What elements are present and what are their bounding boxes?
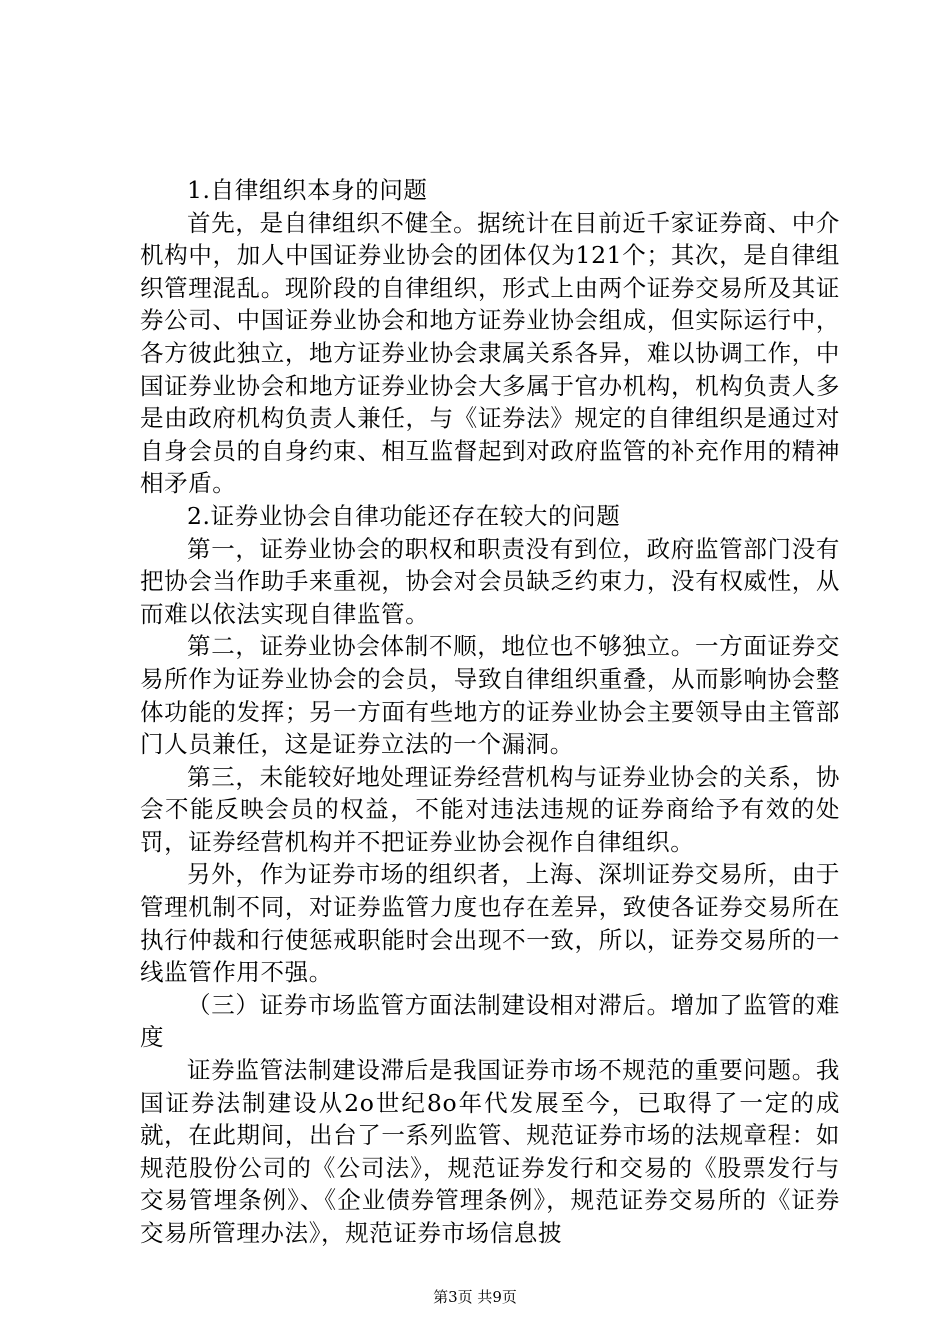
paragraph-third-point: 第三，未能较好地处理证券经营机构与证券业协会的关系，协会不能反映会员的权益，不能对违法违规的证券商给予有效的处罚，证券经营机构并不把证券业协会视作自律组织。 <box>140 762 840 856</box>
page-footer <box>0 1287 950 1307</box>
paragraph-additionally: 另外，作为证券市场的组织者，上海、深圳证券交易所，由于管理机制不同，对证券监管力度也存在差异，致使各证券交易所在执行仲裁和行使惩戒职能时会出现不一致，所以，证券交易所的一线监管作用不强。 <box>140 860 840 987</box>
paragraph-second-point: 第二，证券业协会体制不顺，地位也不够独立。一方面证券交易所作为证券业协会的会员，导致自律组织重叠，从而影响协会整体功能的发挥；另一方面有些地方的证券业协会主要领导由主管部门人员兼任，这是证券立法的一个漏洞。 <box>140 632 840 759</box>
page-number-label: 第3页 共9页 <box>433 1288 517 1306</box>
section-heading-self-regulatory-issues: 1.自律组织本身的问题 <box>187 176 428 204</box>
paragraph-first-point: 第一，证券业协会的职权和职责没有到位，政府监管部门没有把协会当作助手来重视，协会对会员缺乏约束力，没有权威性，从而难以依法实现自律监管。 <box>140 534 840 628</box>
paragraph-self-regulatory-problems: 首先，是自律组织不健全。据统计在目前近千家证券商、中介机构中，加人中国证券业协会的团体仅为121个；其次，是自律组织管理混乱。现阶段的自律组织，形式上由两个证券交易所及其证券公司、中国证券业协会和地方证券业协会组成，但实际运行中，各方彼此独立，地方证券业协会隶属关系各异，难以协调工作，中国证券业协会和地方证券业协会大多属于官办机构，机构负责人多是由政府机构负责人兼任，与《证券法》规定的自律组织是通过对自身会员的自身约束、相互监督起到对政府监管的补充作用的精神相矛盾。 <box>140 208 840 498</box>
section-heading-legal-construction: （三）证券市场监管方面法制建设相对滞后。增加了监管的难度 <box>140 990 840 1052</box>
section-heading-association-issues: 2.证券业协会自律功能还存在较大的问题 <box>187 501 621 530</box>
document-body <box>140 174 840 1250</box>
paragraph-legal-construction: 证券监管法制建设滞后是我国证券市场不规范的重要问题。我国证券法制建设从2o世纪8o年代发展至今，已取得了一定的成就，在此期间，出台了一系列监管、规范证券市场的法规章程：如规范股份公司的《公司法》，规范证券发行和交易的《股票发行与交易管埋条例》、《企业债券管理条例》，规范证券交易所的《证券交易所管理办法》，规范证券市场信息披 <box>140 1056 840 1247</box>
